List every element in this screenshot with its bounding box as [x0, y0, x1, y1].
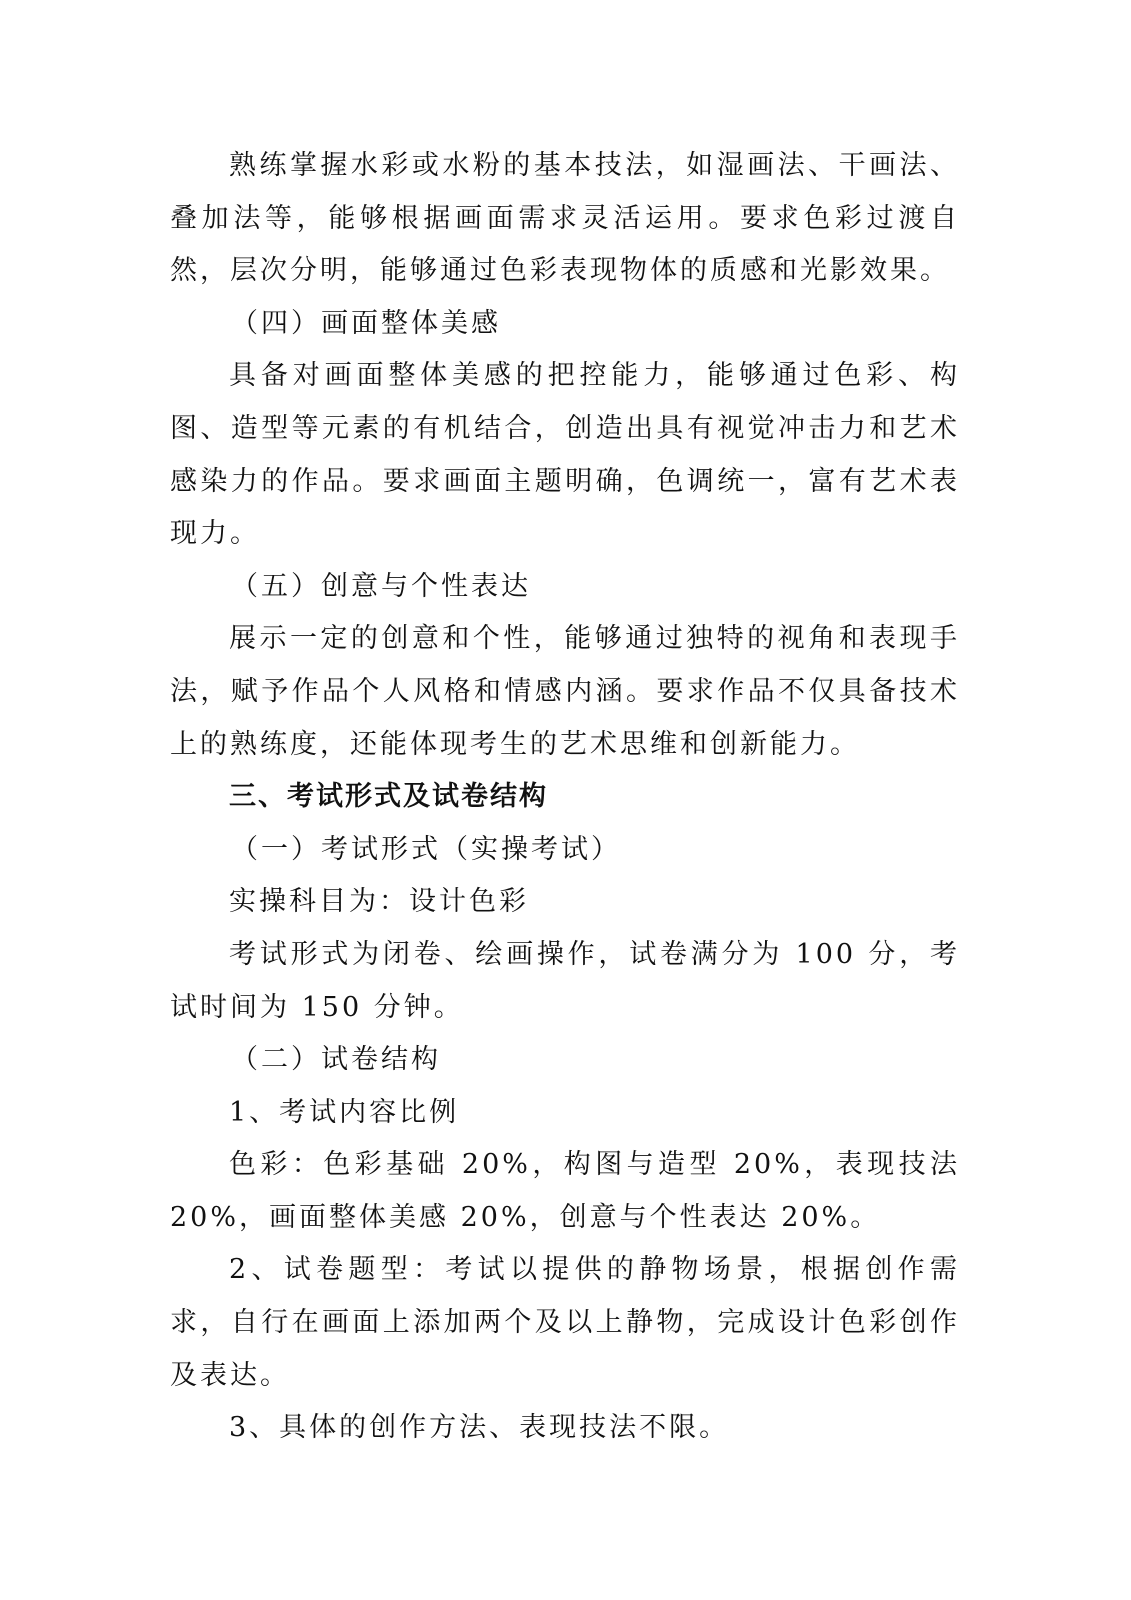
- subheading-paper-structure: （二）试卷结构: [231, 1044, 441, 1076]
- heading-exam-format: 三、考试形式及试卷结构: [229, 781, 548, 813]
- paragraph-overall-beauty: 具备对画面整体美感的把控能力，能够通过色彩、构图、造型等元素的有机结合，创造出具有视觉冲击力和艺术感染力的作品。要求画面主题明确，色调统一，富有艺术表现力。: [170, 360, 960, 550]
- paragraph-methods: 3、具体的创作方法、表现技法不限。: [229, 1412, 730, 1444]
- subheading-exam-form: （一）考试形式（实操考试）: [231, 833, 621, 865]
- paragraph-watercolor-techniques: 熟练掌握水彩或水粉的基本技法，如湿画法、干画法、叠加法等，能够根据画面需求灵活运用。要求色彩过渡自然，层次分明，能够通过色彩表现物体的质感和光影效果。: [170, 150, 960, 287]
- paragraph-practical-subject: 实操科目为：设计色彩: [229, 886, 529, 918]
- paragraph-creativity: 展示一定的创意和个性，能够通过独特的视角和表现手法，赋予作品个人风格和情感内涵。要求作品不仅具备技术上的熟练度，还能体现考生的艺术思维和创新能力。: [170, 623, 960, 760]
- paragraph-content-ratio-title: 1、考试内容比例: [229, 1096, 460, 1128]
- subheading-creativity: （五）创意与个性表达: [231, 570, 531, 602]
- paragraph-exam-duration: 考试形式为闭卷、绘画操作，试卷满分为 100 分，考试时间为 150 分钟。: [170, 938, 960, 1023]
- document-body: [170, 140, 960, 1455]
- paragraph-content-ratio: 色彩：色彩基础 20%，构图与造型 20%，表现技法 20%，画面整体美感 20%，创意与个性表达 20%。: [170, 1149, 960, 1233]
- subheading-overall-beauty: （四）画面整体美感: [231, 307, 501, 339]
- paragraph-question-type: 2、试卷题型：考试以提供的静物场景，根据创作需求，自行在画面上添加两个及以上静物，完成设计色彩创作及表达。: [170, 1254, 960, 1391]
